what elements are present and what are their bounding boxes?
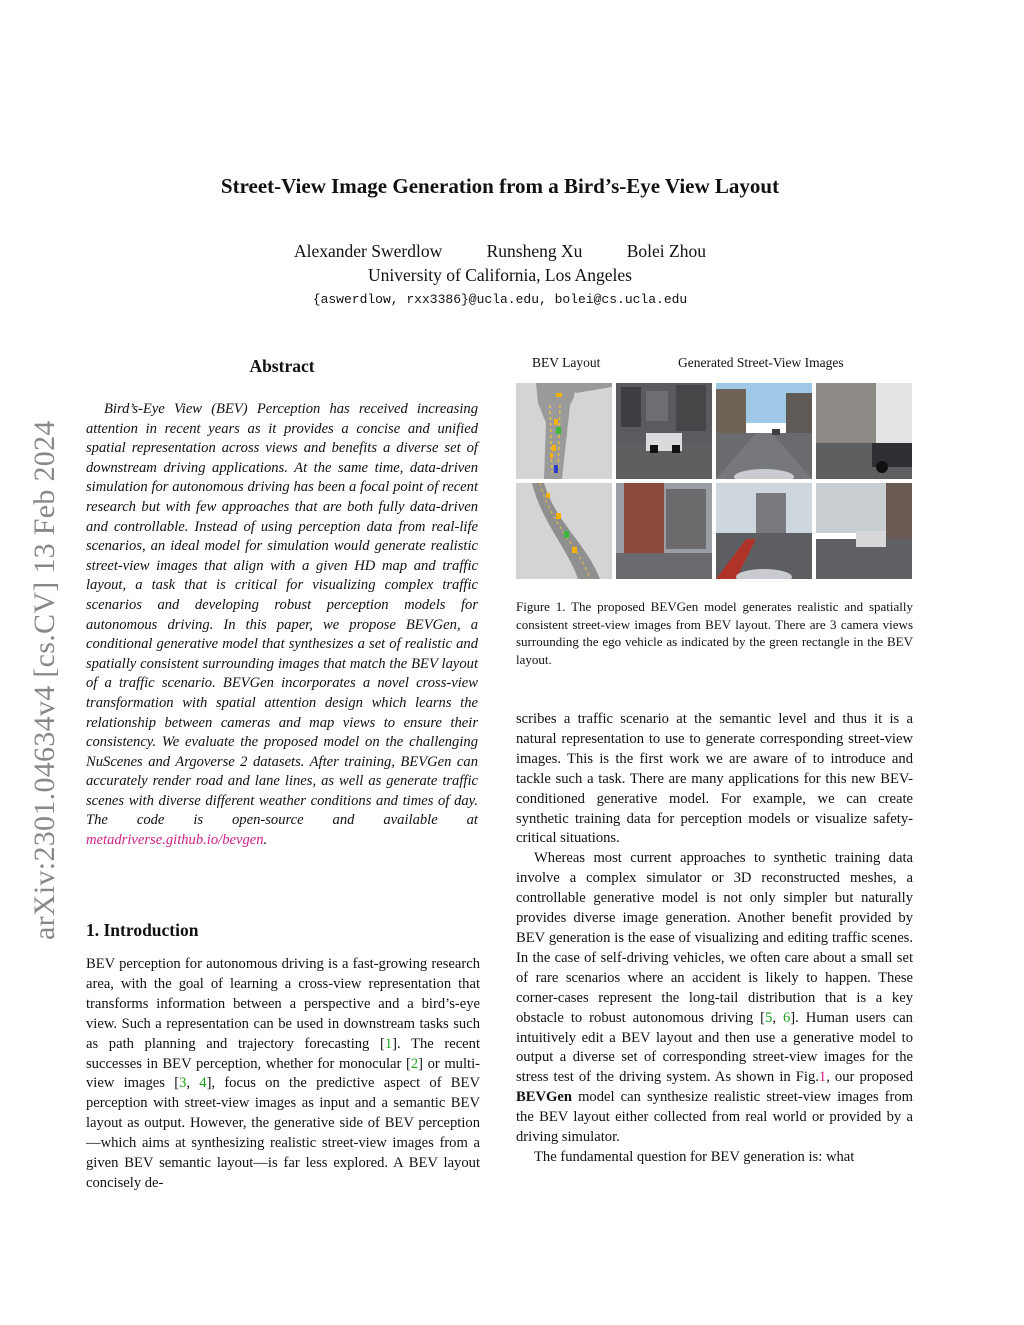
intro-text: ,: [186, 1075, 200, 1092]
arxiv-stamp: arXiv:2301.04634v4 [cs.CV] 13 Feb 2024: [28, 420, 61, 940]
figure-label-generated: Generated Street-View Images: [678, 355, 844, 370]
citation-link[interactable]: 1: [384, 1035, 393, 1052]
right-column: [516, 710, 913, 1168]
street-view-image: [616, 483, 712, 579]
author-name: Runsheng Xu: [486, 241, 583, 261]
paragraph-text: Whereas most current approaches to synthetic training data involve a complex simulator or 3D reconstructed meshes, a controllable generative model is not only simpler but naturally provides diverse image generation. Another benefit provided by BEV generation is the ease of visualizing and editing traffic scenes. In the case of self-driving vehicles, we often care about a small set of rare scenarios where an accident is likely to happen. These corner-cases represent the long-tail distribution that is a key obstacle to robust autonomous driving [: [516, 850, 913, 1026]
intro-text: BEV perception for autonomous driving is a fast-growing research area, with the goal of learning a cross-view representation that transforms information between a perspective and a bird’s-eye view. Such a representation can be used in downstream tasks such as path planning and trajectory forecasting [: [86, 956, 480, 1052]
email: {aswerdlow, rxx3386}@ucla.edu, bolei@cs.ucla.edu: [312, 292, 688, 307]
paragraph: The fundamental question for BEV generation is: what: [534, 1148, 855, 1165]
citation-link[interactable]: 3: [179, 1075, 187, 1092]
intro-text: ], focus on the predictive aspect of BEV perception with street-view images as input and a semantic BEV layout as output. However, the generative side of BEV perception—which aims at synthesizing realistic street-view images from a given BEV semantic layout—is far less explored. A BEV layout concisely de-: [86, 1075, 480, 1191]
bold-term: BEVGen: [516, 1089, 572, 1106]
paragraph-text: , our proposed: [826, 1069, 913, 1086]
street-view-image: [816, 483, 912, 579]
street-view-image: [816, 383, 912, 479]
paragraph: [516, 849, 913, 1148]
paper-title: Street-View Image Generation from a Bird’s-Eye View Layout: [220, 174, 780, 198]
bev-layout-2: [516, 483, 612, 579]
abstract-body: [86, 400, 478, 851]
code-link[interactable]: metadriverse.github.io/bevgen: [86, 832, 264, 849]
citation-link[interactable]: 6: [782, 1009, 791, 1026]
intro-text: ]. The recent successes in BEV perception, whether for monocular [: [86, 1035, 481, 1072]
citation-link[interactable]: 2: [410, 1055, 419, 1072]
citation-link[interactable]: 4: [199, 1075, 207, 1092]
author-name: Alexander Swerdlow: [294, 241, 443, 261]
street-view-image: [616, 383, 712, 479]
abstract-heading: Abstract: [249, 356, 315, 376]
author-name: Bolei Zhou: [626, 241, 706, 261]
paragraph-text: ,: [772, 1009, 783, 1026]
figure-caption: Figure 1. The proposed BEVGen model generates realistic and spatially consistent street-view images from BEV layout. There are 3 camera views surrounding the ego vehicle as indicated by the green rectangle in the BEV layout.: [516, 599, 913, 667]
street-view-image: [716, 383, 812, 479]
figure-ref-link[interactable]: 1: [818, 1069, 827, 1086]
figure-label-bev: BEV Layout: [532, 355, 601, 370]
intro-text: ] or multi-view images [: [86, 1055, 480, 1092]
figure-1: [516, 383, 913, 583]
paragraph: scribes a traffic scenario at the semantic level and thus it is a natural representation to use to generate corresponding street-view images. This is the first work we are aware of to introduce and tackle such a task. There are many applications for this new BEV-conditioned generative model. For example, we can create synthetic training data for perception models or visualize safety-critical situations.: [516, 711, 913, 847]
affiliation: University of California, Los Angeles: [368, 265, 632, 285]
intro-paragraph: [86, 955, 480, 1194]
bev-layout-1: [516, 383, 612, 479]
paragraph-text: ]. Human users can intuitively edit a BEV layout and then use a generative model to output a diverse set of corresponding street-view images for the stress test of the driving system. As shown in Fig.: [516, 1009, 913, 1086]
abstract-text: Bird’s-Eye View (BEV) Perception has received increasing attention in recent years as it provides a concise and unified spatial representation across views and benefits a diverse set of downstream driving applications. At the same time, data-driven simulation for autonomous driving has been a focal point of recent research but with few approaches that are both fully data-driven and controllable. Instead of using perception data from real-life scenarios, an ideal model for simulation would generate realistic street-view images that align with a given HD map and traffic layout, a task that is critical for visualizing complex traffic scenarios and developing robust perception models for autonomous driving. In this paper, we propose BEVGen, a conditional generative model that synthesizes a set of realistic and spatially consistent surrounding images that match the BEV layout of a traffic scenario. BEVGen incorporates a novel cross-view transformation with spatial attention design which learns the relationship between cameras and map views to ensure their consistency. We evaluate the proposed model on the challenging NuScenes and Argoverse 2 datasets. After training, BEVGen can accurately render road and lane lines, as well as generate traffic scenes with diverse different weather conditions and times of day. The code is open-source and available at: [86, 401, 478, 829]
paragraph-text: model can synthesize realistic street-view images from the BEV layout either collected from real world or provided by a driving simulator.: [516, 1089, 913, 1146]
abstract-end: .: [263, 832, 268, 849]
street-view-image: [716, 483, 812, 579]
section-heading: 1. Introduction: [86, 920, 199, 940]
author-list: [0, 241, 1000, 262]
citation-link[interactable]: 5: [765, 1009, 773, 1026]
